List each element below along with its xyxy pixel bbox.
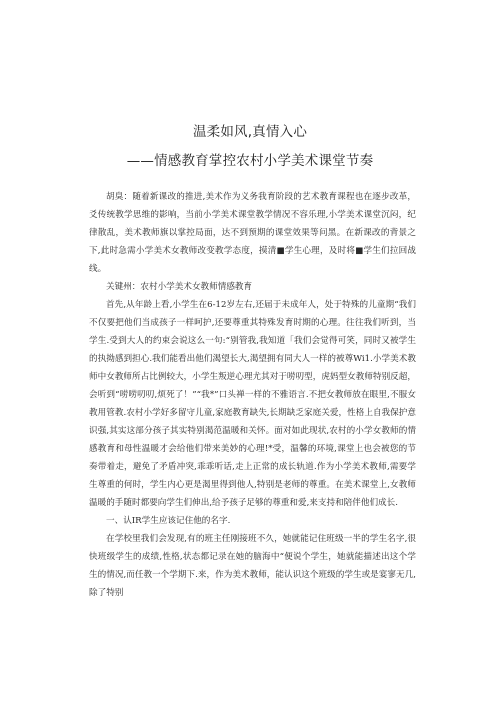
body-paragraph: 在学校里我们会发现,有的班主任刚接班不久，她就能记住班级一半的学生名字,很快班级学生的成绩,性格,状态都记录在她的脑海中“便说个学生，她就能描述出这个学生的情况,而任教一个学期下.来，作为美术教师，能认识这个班级的学生或是宴寥无几,除了特别 — [89, 534, 416, 598]
keywords-paragraph: 关键州：农村小学美术女教师情感教育 — [106, 282, 253, 292]
abstract-paragraph: 胡臭：随着新课改的推进,美术作为义务我育阶段的艺术教育课程也在逐步改革，爻传统教学思维的影响，当前小学美术课堂教学情况不容乐理,小学美术课堂沉闷，纪律散乱，美术教师旗以掌控局面，达不到预期的课堂效果等问黑。在新课改的背景之下,此时急需小学美术女教师改变教学态度，摸清■学生心理，及时将■学生们拉回战线。 — [89, 192, 416, 274]
section-heading: 一、认IR学生应该记住他的名字. — [106, 516, 231, 526]
document-subtitle: ——情感教育掌控农村小学美术课堂节奏 — [126, 153, 374, 169]
document-title: 温柔如风,真情入心 — [192, 124, 308, 140]
document-body — [89, 188, 416, 602]
body-paragraph: 首先,从年龄上看,小学生在6-12岁左右,还届于未成年人，处于特殊的儿童期“我们不仅要把他们当成孩子一样呵护,还要尊重其特殊发育时期的心理。往往我们听到，当学生.受到大人的约束会说这么一句:“别管我,我知道「我们会觉得可笑，同时又被学生的执拗感到担心.我们能看出他们渴望长大,渴望拥有同大人一样的被尊Wi1.小学美术教师中女教师所占比例较大，小学生叛逆心理尤其对于唠叨型，虎妈型女教师特别反超，会听到“唠唠叨叨,烦死了！”“我*”口头禅一样的不雅语言.不把女教师放在眼里,不服女教用管教.农村小学好多留守儿童,家庭教育缺失,长期缺乏家庭关爱，性格上自我保护意识强,其实这部分孩子其实特别渴范温暖和关怀。面对如此现状,农村的小学女教师的情感教育和母性温暖才会给他们带来美妙的心理!*受，温馨的环境,课堂上也会被您的节奏带着走，避免了矛盾冲突,乖乖听话,走上正常的成长轨道.作为小学美术教师,需要学生尊重的何时，学生内心更是渴里得到他人,特别是老师的尊重。在美术课堂上,女教师温暖的手随时都要向学生们伸出,给予孩子足够的尊重和爱,来支持和陪伴他们成长. — [89, 300, 416, 508]
